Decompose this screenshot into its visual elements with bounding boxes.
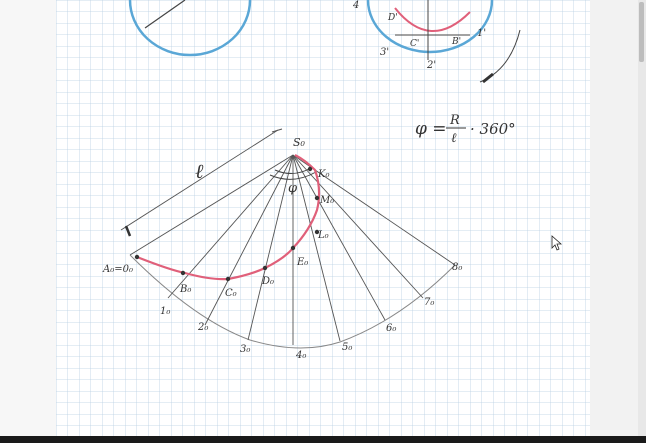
curve-point-label: E₀ bbox=[297, 257, 309, 268]
tv-label-dp: D' bbox=[388, 13, 398, 23]
curve-point-dot bbox=[263, 266, 267, 270]
tv-label-bp: B' bbox=[452, 37, 462, 47]
arc-point-label: A₀=0₀ bbox=[103, 264, 133, 275]
curve-point-dot bbox=[135, 255, 139, 259]
label-angle: φ bbox=[288, 181, 298, 196]
tv-label-3p: 3' bbox=[380, 47, 390, 58]
curve-point-label: M₀ bbox=[320, 195, 335, 206]
formula-numerator: R bbox=[450, 113, 460, 128]
arc-point-label: 5₀ bbox=[342, 342, 353, 353]
label-slant-length: ℓ bbox=[195, 159, 204, 183]
curve-point-label: B₀ bbox=[180, 284, 192, 295]
arc-point-label: 8₀ bbox=[452, 262, 463, 273]
curve-point-dot bbox=[308, 167, 312, 171]
curve-point-label: L₀ bbox=[318, 230, 329, 241]
label-apex: S₀ bbox=[293, 136, 305, 149]
tv-label-1p: 1' bbox=[477, 28, 487, 39]
grid-pattern bbox=[56, 0, 590, 436]
tv-label-2p: 2' bbox=[427, 60, 437, 71]
arc-point-label: 3₀ bbox=[240, 344, 251, 355]
arc-point-label: 2₀ bbox=[198, 322, 209, 333]
curve-point-label: K₀ bbox=[318, 169, 330, 180]
arc-point-label: 7₀ bbox=[424, 297, 435, 308]
curve-point-dot bbox=[291, 246, 295, 250]
curve-point-dot bbox=[226, 277, 230, 281]
tv-label-4: 4 bbox=[353, 0, 360, 11]
arc-point-label: 6₀ bbox=[386, 323, 397, 334]
formula-lhs: φ = bbox=[415, 119, 447, 139]
arc-point-label: 4₀ bbox=[296, 350, 307, 361]
formula-denominator: ℓ bbox=[451, 131, 457, 146]
curve-point-dot bbox=[315, 196, 319, 200]
curve-point-label: C₀ bbox=[225, 288, 237, 299]
formula-multiplier: · 360° bbox=[470, 120, 516, 138]
curve-point-dot bbox=[181, 271, 185, 275]
tv-label-cp: C' bbox=[410, 39, 420, 49]
curve-point-label: D₀ bbox=[262, 276, 275, 287]
arc-point-label: 1₀ bbox=[160, 306, 171, 317]
